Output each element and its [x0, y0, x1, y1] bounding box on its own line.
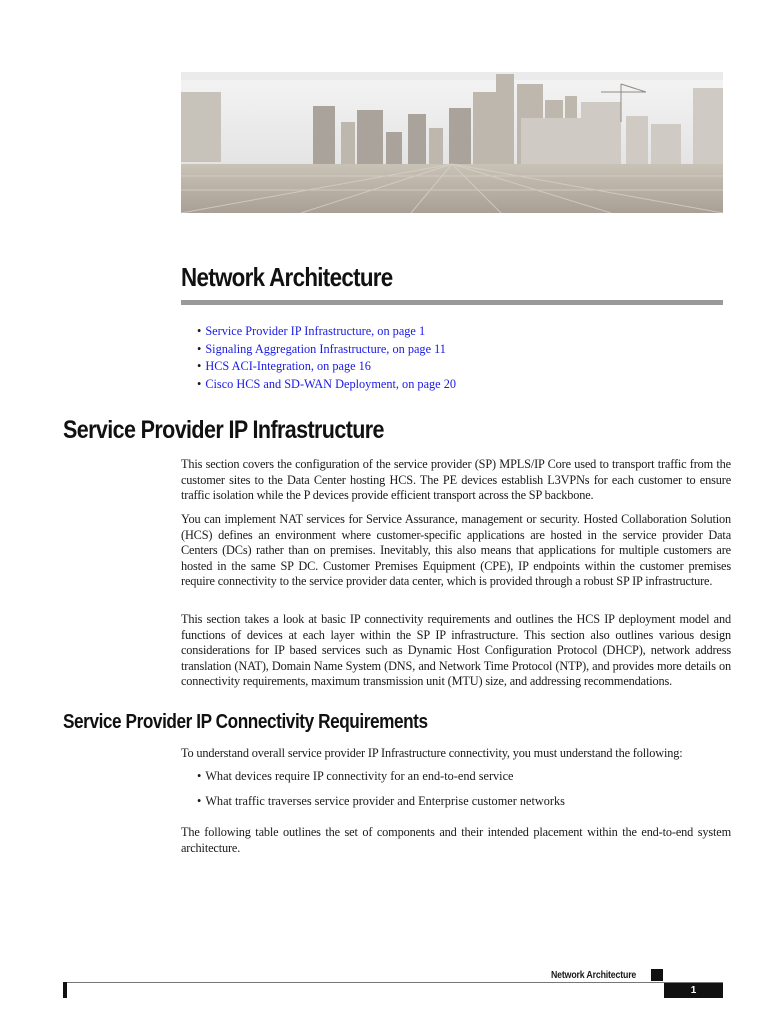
chapter-title: Network Architecture	[181, 262, 393, 292]
body-paragraph: This section takes a look at basic IP connectivity requirements and outlines the HCS IP deployment model and functions of devices at each layer within the SP IP infrastructure. This section also outlines various design considerations for IP based services such as Dynamic Host Configuration Protocol (DHCP), network address translation (NAT), Domain Name System (DNS, and Network Time Protocol (NTP), and provides more details on connectivity requirements, maximum transmission unit (MTU) size, and addressing recommendations.	[181, 612, 731, 688]
footer-marker	[651, 969, 663, 981]
footer-tick	[63, 982, 67, 998]
list-item	[197, 769, 565, 785]
list-item-text: What devices require IP connectivity for an end-to-end service	[205, 769, 514, 783]
body-paragraph: The following table outlines the set of components and their intended placement within the end-to-end system architecture.	[181, 825, 731, 855]
toc-item	[197, 358, 456, 376]
bullet-icon: •	[197, 376, 202, 391]
toc-item	[197, 341, 456, 359]
toc-item	[197, 323, 456, 341]
toc-link[interactable]: HCS ACI-Integration, on page 16	[205, 359, 371, 373]
toc-link[interactable]: Cisco HCS and SD-WAN Deployment, on page 20	[205, 376, 457, 391]
body-paragraph: This section covers the configuration of the service provider (SP) MPLS/IP Core used to transport traffic from the customer sites to the Data Center hosting HCS. The PE devices establish L3VPNs for each customer to ensure traffic isolation while the P devices provide efficient transport across the SP backbone.	[181, 457, 731, 502]
footer-rule	[63, 982, 723, 983]
list-item-text: What traffic traverses service provider and Enterprise customer networks	[205, 794, 565, 808]
list-item	[197, 794, 565, 810]
section-heading-sp-ip-infrastructure: Service Provider IP Infrastructure	[63, 416, 384, 444]
bullet-icon: •	[197, 794, 202, 808]
toc-link[interactable]: Signaling Aggregation Infrastructure, on page 11	[205, 341, 446, 356]
hero-cityscape-image	[181, 72, 723, 213]
bullet-icon: •	[197, 769, 202, 783]
bullet-icon: •	[197, 359, 202, 373]
footer-chapter-label: Network Architecture	[551, 970, 637, 981]
toc-link[interactable]: Service Provider IP Infrastructure, on page 1	[205, 324, 426, 338]
toc-item	[197, 376, 456, 394]
bullet-icon: •	[197, 324, 202, 338]
section-heading-connectivity-requirements: Service Provider IP Connectivity Requirements	[63, 711, 428, 733]
body-paragraph: You can implement NAT services for Service Assurance, management or security. Hosted Collaboration Solution (HCS) defines an environment where customer-specific applications are hosted in the service provider Data Centers (DCs) rather than on premises. Inevitably, this also means that applications for multiple customers are hosted in the same SP DC. Customer Premises Equipment (CPE), IP endpoints within the customer premises require connectivity to the service provider data center, which is provided through a robust SP IP infrastructure.	[181, 512, 731, 588]
chapter-toc	[197, 323, 456, 393]
bullet-icon: •	[197, 341, 202, 356]
body-paragraph: To understand overall service provider IP Infrastructure connectivity, you must understand the following:	[181, 746, 683, 760]
page-number: 1	[664, 983, 723, 998]
title-rule	[181, 300, 723, 305]
requirements-list	[197, 769, 565, 819]
